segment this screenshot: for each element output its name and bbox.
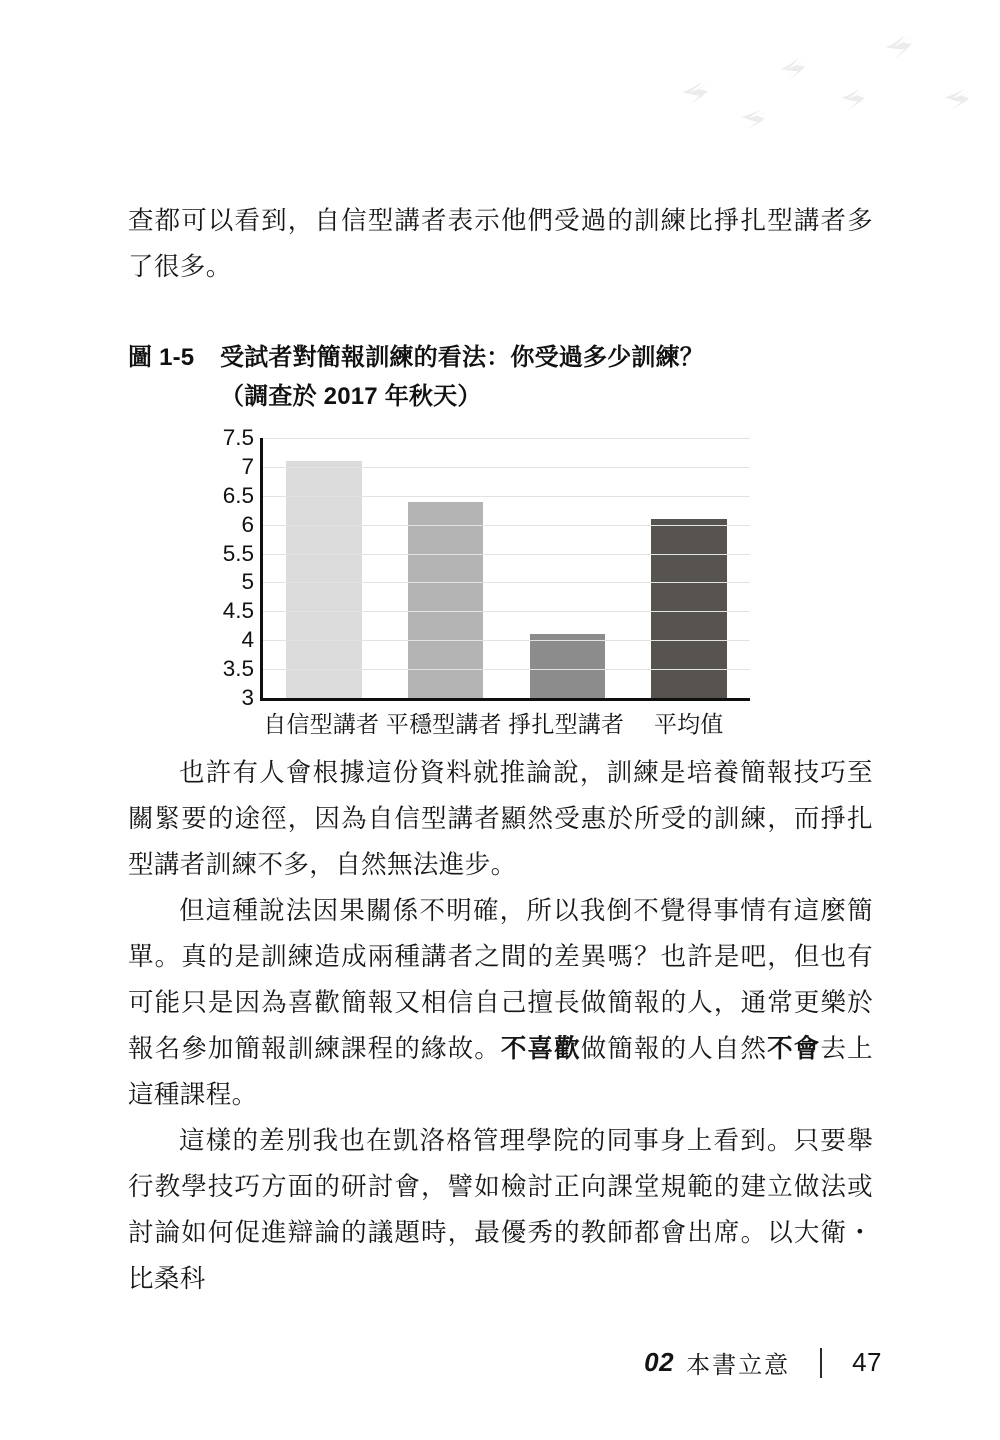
chart-bar-slot [507,438,629,698]
chart-gridline [263,582,750,583]
paragraph-2-emphasis-2: 不會 [767,1035,821,1063]
chart-x-axis-labels [260,706,750,739]
page-footer [0,1345,1000,1380]
chart-gridline [263,640,750,641]
chart-gridline [263,669,750,670]
bird-arrow-icon [837,86,870,112]
page-content [128,198,873,1302]
paragraph-2-part-c: 去上這種課程。 [128,1035,873,1109]
footer-chapter-number: 02 [644,1347,675,1377]
paragraph-1: 也許有人會根據這份資料就推論說，訓練是培養簡報技巧至關緊要的途徑，因為自信型講者顯然受惠於所受的訓練，而掙扎型講者訓練不多，自然無法進步。 [128,759,873,879]
figure-1-5 [128,338,873,750]
chart-bar [651,519,726,698]
chart-y-tick-label: 6 [241,511,254,537]
chart-gridline [263,467,750,468]
chart-y-tick-label: 7.5 [222,425,254,450]
chart-bars [263,438,750,698]
footer-page-number: 47 [852,1347,882,1377]
chart-gridline [263,554,750,555]
bird-arrow-icon [880,32,917,62]
chart-x-tick-label: 自信型講者 [263,711,380,737]
bird-arrow-icon [736,105,770,132]
paragraph-2-emphasis-1: 不喜歡 [500,1035,581,1063]
bar-chart [190,425,750,750]
chart-x-tick-label: 掙扎型講者 [508,711,625,737]
chart-y-tick-label: 5.5 [222,540,254,566]
figure-caption-line2: （調查於 2017 年秋天） [220,383,482,410]
chart-gridline [263,611,750,612]
chart-x-tick-label: 平均值 [653,711,724,737]
bird-arrow-icon [776,55,810,82]
chart-bar [530,634,605,698]
footer-chapter-title: 本書立意 [686,1352,791,1379]
chart-y-tick-label: 4 [241,627,254,653]
chart-gridline [263,496,750,497]
chart-bar-slot [385,438,507,698]
chart-y-tick-label: 6.5 [222,482,254,508]
figure-caption-line1: 受試者對簡報訓練的看法：你受過多少訓練？ [220,344,704,371]
bird-arrow-icon [678,80,712,106]
footer-divider [820,1348,822,1378]
chart-y-tick-label: 3 [241,685,254,710]
paragraph-3: 這樣的差別我也在凱洛格管理學院的同事身上看到。只要舉行教學技巧方面的研討會，譬如檢討正向課堂規範的建立做法或討論如何促進辯論的議題時，最優秀的教師都會出席。以大衛・比桑科 [128,1127,873,1293]
chart-bar-slot [628,438,750,698]
bird-arrow-icon [940,85,974,112]
chart-gridline [263,438,750,439]
chart-gridline [263,525,750,526]
chart-y-tick-label: 7 [241,453,254,479]
chart-bar-slot [263,438,385,698]
chart-y-tick-label: 5 [241,569,254,595]
paragraph-2 [128,888,873,1118]
chart-y-tick-label: 4.5 [222,598,254,624]
chart-y-tick-label: 3.5 [222,656,254,682]
decorative-birds-group [650,28,990,158]
chart-plot-area [222,425,750,710]
figure-label: 圖 1-5 [128,344,195,371]
paragraph-2-part-b: 做簡報的人自然 [580,1035,768,1063]
chart-x-tick-label: 平穩型講者 [385,711,502,737]
paragraph-2-part-a: 但這種說法因果關係不明確，所以我倒不覺得事情有這麼簡單。真的是訓練造成兩種講者之間的差異嗎？也許是吧，但也有可能只是因為喜歡簡報又相信自己擅長做簡報的人，通常更樂於報名參加簡報訓練課程的緣故。 [128,897,873,1063]
paragraph-top: 查都可以看到，自信型講者表示他們受過的訓練比掙扎型講者多了很多。 [128,207,873,281]
figure-caption [128,338,873,416]
